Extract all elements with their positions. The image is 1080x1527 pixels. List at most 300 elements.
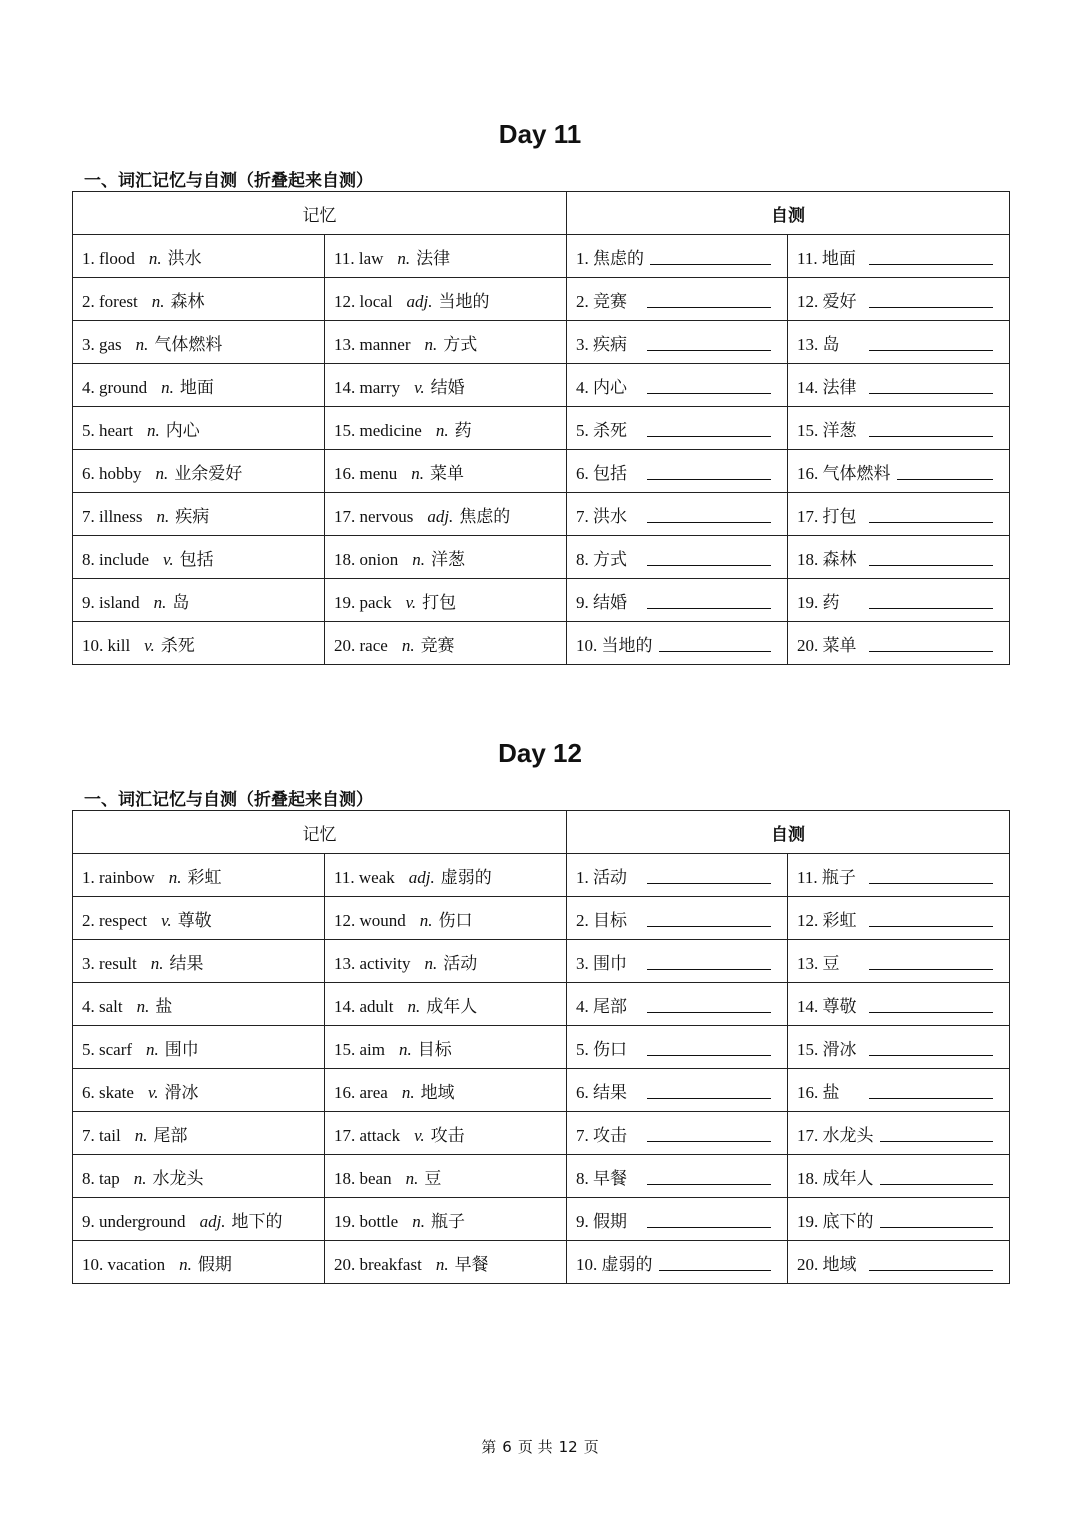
item-number: 16.: [334, 463, 356, 483]
answer-blank[interactable]: [647, 393, 771, 394]
memory-cell: [73, 940, 325, 983]
answer-blank[interactable]: [647, 608, 771, 609]
page-footer: [0, 1436, 1080, 1457]
item-number: 15.: [334, 1039, 356, 1059]
vocab-word: onion: [359, 549, 399, 569]
chinese-meaning: 方式: [443, 334, 478, 355]
vocab-word: law: [358, 248, 384, 268]
item-number: 4.: [576, 377, 589, 397]
item-number: 14.: [334, 996, 356, 1016]
memory-cell: [73, 622, 325, 665]
vocab-word: hobby: [99, 463, 142, 483]
item-number: 13.: [797, 334, 819, 354]
table-row: [73, 235, 1010, 278]
vocab-word: aim: [359, 1039, 385, 1059]
item-number: 12.: [797, 291, 819, 311]
chinese-meaning: 杀死: [160, 635, 195, 656]
chinese-meaning: 彩虹: [187, 867, 222, 888]
chinese-prompt: 水龙头: [822, 1125, 874, 1146]
footer-total-pages: 12: [558, 1438, 578, 1456]
chinese-meaning: 尾部: [153, 1125, 188, 1146]
item-number: 6.: [576, 1082, 589, 1102]
self-test-cell: [567, 1112, 788, 1155]
part-of-speech: n.: [153, 592, 167, 612]
item-number: 11.: [797, 248, 818, 268]
self-test-cell: [788, 407, 1010, 450]
item-number: 20.: [334, 635, 356, 655]
table-row: [73, 622, 1010, 665]
item-number: 18.: [334, 549, 356, 569]
vocab-word: gas: [99, 334, 122, 354]
part-of-speech: adj.: [427, 506, 454, 526]
memory-cell: [325, 1069, 567, 1112]
item-number: 11.: [334, 248, 355, 268]
part-of-speech: n.: [151, 291, 165, 311]
item-number: 5.: [82, 420, 95, 440]
answer-blank[interactable]: [880, 1141, 993, 1142]
answer-blank[interactable]: [659, 1270, 771, 1271]
self-test-cell: [788, 854, 1010, 897]
vocab-word: scarf: [99, 1039, 133, 1059]
answer-blank[interactable]: [869, 307, 993, 308]
part-of-speech: v.: [161, 910, 172, 930]
vocab-word: breakfast: [359, 1254, 422, 1274]
chinese-meaning: 地下的: [231, 1211, 283, 1232]
memory-cell: [325, 321, 567, 364]
answer-blank[interactable]: [869, 522, 993, 523]
memory-header: 记忆: [73, 192, 567, 235]
item-number: 3.: [576, 953, 589, 973]
item-number: 5.: [82, 1039, 95, 1059]
item-number: 19.: [797, 592, 819, 612]
self-test-cell: [567, 493, 788, 536]
item-number: 12.: [334, 291, 356, 311]
answer-blank[interactable]: [647, 969, 771, 970]
item-number: 15.: [797, 420, 819, 440]
chinese-prompt: 爱好: [822, 291, 857, 312]
vocab-word: nervous: [359, 506, 414, 526]
item-number: 8.: [82, 549, 95, 569]
memory-cell: [325, 364, 567, 407]
answer-blank[interactable]: [647, 1098, 771, 1099]
chinese-prompt: 滑冰: [822, 1039, 857, 1060]
footer-mid: 页 共: [517, 1438, 553, 1456]
self-test-cell: [788, 1069, 1010, 1112]
vocab-word: manner: [359, 334, 411, 354]
chinese-prompt: 豆: [822, 953, 840, 974]
item-number: 3.: [576, 334, 589, 354]
memory-cell: [73, 1155, 325, 1198]
vocab-word: forest: [99, 291, 138, 311]
answer-blank[interactable]: [869, 969, 993, 970]
self-test-cell: [567, 1026, 788, 1069]
answer-blank[interactable]: [869, 883, 993, 884]
memory-cell: [325, 407, 567, 450]
table-row: [73, 450, 1010, 493]
self-test-cell: [788, 1241, 1010, 1284]
chinese-prompt: 菜单: [822, 635, 857, 656]
memory-cell: [325, 450, 567, 493]
chinese-prompt: 结婚: [593, 592, 627, 613]
part-of-speech: n.: [401, 1082, 415, 1102]
table-row: [73, 364, 1010, 407]
part-of-speech: n.: [401, 635, 415, 655]
chinese-meaning: 森林: [170, 291, 205, 312]
self-test-cell: [788, 622, 1010, 665]
table-row: [73, 1241, 1010, 1284]
answer-blank[interactable]: [869, 926, 993, 927]
chinese-prompt: 攻击: [593, 1125, 627, 1146]
table-row: [73, 579, 1010, 622]
answer-blank[interactable]: [650, 264, 771, 265]
answer-blank[interactable]: [647, 883, 771, 884]
item-number: 14.: [334, 377, 356, 397]
vocab-word: weak: [358, 867, 395, 887]
table-row: [73, 1155, 1010, 1198]
chinese-meaning: 虚弱的: [440, 867, 492, 888]
item-number: 6.: [82, 463, 95, 483]
item-number: 6.: [576, 463, 589, 483]
part-of-speech: n.: [435, 1254, 449, 1274]
item-number: 4.: [82, 996, 95, 1016]
self-test-cell: [567, 940, 788, 983]
memory-cell: [325, 983, 567, 1026]
item-number: 14.: [797, 377, 819, 397]
vocab-word: vacation: [107, 1254, 166, 1274]
answer-blank[interactable]: [647, 926, 771, 927]
day-12-section-heading: 一、词汇记忆与自测（折叠起来自测）: [84, 790, 373, 810]
part-of-speech: n.: [179, 1254, 192, 1274]
vocab-word: respect: [99, 910, 148, 930]
chinese-prompt: 洋葱: [822, 420, 857, 441]
item-number: 16.: [797, 463, 819, 483]
item-number: 1.: [82, 867, 95, 887]
memory-cell: [325, 278, 567, 321]
self-test-cell: [788, 364, 1010, 407]
vocab-word: race: [359, 635, 388, 655]
vocab-word: adult: [359, 996, 394, 1016]
item-number: 12.: [797, 910, 819, 930]
part-of-speech: n.: [397, 248, 411, 268]
vocab-word: tap: [99, 1168, 120, 1188]
memory-cell: [325, 1026, 567, 1069]
memory-cell: [73, 897, 325, 940]
vocab-word: bottle: [359, 1211, 399, 1231]
self-test-cell: [567, 364, 788, 407]
self-test-cell: [567, 235, 788, 278]
vocab-word: kill: [107, 635, 131, 655]
part-of-speech: n.: [150, 953, 164, 973]
answer-blank[interactable]: [869, 608, 993, 609]
self-test-cell: [788, 278, 1010, 321]
item-number: 8.: [576, 1168, 589, 1188]
vocab-word: activity: [359, 953, 411, 973]
self-test-cell: [567, 622, 788, 665]
chinese-meaning: 洋葱: [430, 549, 465, 570]
table-header-row: [73, 192, 1010, 235]
answer-blank[interactable]: [869, 1098, 993, 1099]
part-of-speech: n.: [156, 506, 170, 526]
chinese-meaning: 成年人: [426, 996, 478, 1017]
table-row: [73, 854, 1010, 897]
self-test-cell: [567, 854, 788, 897]
table-row: [73, 278, 1010, 321]
table-row: [73, 407, 1010, 450]
footer-prefix: 第: [481, 1438, 497, 1456]
chinese-meaning: 竞赛: [420, 635, 455, 656]
self-test-cell: [567, 579, 788, 622]
item-number: 9.: [82, 1211, 95, 1231]
chinese-meaning: 地域: [420, 1082, 455, 1103]
item-number: 2.: [82, 910, 95, 930]
part-of-speech: n.: [407, 996, 421, 1016]
chinese-prompt: 气体燃料: [822, 463, 891, 484]
answer-blank[interactable]: [647, 1055, 771, 1056]
part-of-speech: n.: [412, 1211, 425, 1231]
part-of-speech: adj.: [408, 867, 435, 887]
chinese-prompt: 竞赛: [593, 291, 627, 312]
chinese-meaning: 攻击: [430, 1125, 465, 1146]
part-of-speech: n.: [424, 334, 438, 354]
self-test-cell: [567, 983, 788, 1026]
table-header-row: [73, 811, 1010, 854]
part-of-speech: v.: [144, 635, 155, 655]
chinese-meaning: 内心: [165, 420, 200, 441]
item-number: 2.: [576, 910, 589, 930]
table-row: [73, 536, 1010, 579]
memory-header: 记忆: [73, 811, 567, 854]
chinese-meaning: 业余爱好: [174, 463, 243, 484]
answer-blank[interactable]: [869, 350, 993, 351]
item-number: 1.: [576, 248, 589, 268]
item-number: 20.: [334, 1254, 356, 1274]
self-test-cell: [567, 278, 788, 321]
self-test-cell: [788, 1112, 1010, 1155]
chinese-meaning: 气体燃料: [154, 334, 223, 355]
part-of-speech: n.: [135, 334, 149, 354]
vocab-word: pack: [359, 592, 392, 612]
self-test-cell: [788, 450, 1010, 493]
vocab-word: ground: [99, 377, 148, 397]
vocab-word: tail: [99, 1125, 121, 1145]
item-number: 15.: [797, 1039, 819, 1059]
part-of-speech: n.: [168, 867, 182, 887]
part-of-speech: n.: [146, 1039, 159, 1059]
answer-blank[interactable]: [880, 1227, 993, 1228]
self-test-cell: [567, 536, 788, 579]
day-11-vocab-table: [72, 191, 1010, 665]
item-number: 17.: [797, 1125, 819, 1145]
table-row: [73, 1026, 1010, 1069]
day-12-title: Day 12: [498, 738, 582, 768]
vocab-word: area: [359, 1082, 388, 1102]
item-number: 9.: [576, 1211, 589, 1231]
item-number: 1.: [576, 867, 589, 887]
item-number: 17.: [334, 1125, 356, 1145]
chinese-meaning: 菜单: [430, 463, 465, 484]
self-test-cell: [788, 536, 1010, 579]
chinese-meaning: 盐: [155, 996, 173, 1017]
item-number: 19.: [334, 592, 356, 612]
self-test-cell: [788, 1198, 1010, 1241]
memory-cell: [325, 493, 567, 536]
chinese-meaning: 豆: [424, 1168, 442, 1189]
item-number: 2.: [82, 291, 95, 311]
item-number: 13.: [334, 334, 356, 354]
memory-cell: [325, 897, 567, 940]
item-number: 7.: [82, 1125, 95, 1145]
chinese-meaning: 地面: [179, 377, 214, 398]
chinese-meaning: 包括: [179, 549, 214, 570]
chinese-prompt: 盐: [822, 1082, 840, 1103]
part-of-speech: n.: [399, 1039, 412, 1059]
memory-cell: [73, 1112, 325, 1155]
memory-cell: [73, 1026, 325, 1069]
part-of-speech: v.: [147, 1082, 159, 1102]
chinese-meaning: 焦虑的: [459, 506, 511, 527]
vocab-word: include: [99, 549, 150, 569]
chinese-prompt: 药: [822, 592, 840, 613]
item-number: 4.: [576, 996, 589, 1016]
chinese-prompt: 森林: [822, 549, 857, 570]
vocab-word: heart: [99, 420, 133, 440]
item-number: 7.: [576, 506, 589, 526]
self-test-header: 自测: [567, 192, 1010, 235]
item-number: 14.: [797, 996, 819, 1016]
answer-blank[interactable]: [869, 651, 993, 652]
memory-cell: [325, 235, 567, 278]
memory-cell: [73, 1241, 325, 1284]
part-of-speech: n.: [435, 420, 449, 440]
self-test-cell: [788, 235, 1010, 278]
answer-blank[interactable]: [869, 264, 993, 265]
chinese-prompt: 打包: [822, 506, 857, 527]
answer-blank[interactable]: [647, 1227, 771, 1228]
part-of-speech: v.: [163, 549, 174, 569]
answer-blank[interactable]: [647, 436, 771, 437]
chinese-meaning: 尊敬: [177, 910, 212, 931]
answer-blank[interactable]: [647, 522, 771, 523]
chinese-prompt: 假期: [593, 1211, 627, 1232]
item-number: 18.: [797, 1168, 819, 1188]
part-of-speech: n.: [136, 996, 150, 1016]
vocab-word: menu: [359, 463, 398, 483]
memory-cell: [325, 940, 567, 983]
item-number: 7.: [82, 506, 95, 526]
vocab-word: bean: [359, 1168, 392, 1188]
chinese-prompt: 结果: [593, 1082, 627, 1103]
self-test-cell: [567, 1198, 788, 1241]
chinese-prompt: 成年人: [822, 1168, 874, 1189]
chinese-meaning: 瓶子: [430, 1211, 465, 1232]
part-of-speech: n.: [155, 463, 169, 483]
chinese-meaning: 结果: [169, 953, 204, 974]
answer-blank[interactable]: [647, 565, 771, 566]
chinese-prompt: 焦虑的: [593, 248, 644, 269]
item-number: 8.: [576, 549, 589, 569]
item-number: 16.: [334, 1082, 356, 1102]
chinese-meaning: 法律: [416, 248, 451, 269]
item-number: 16.: [797, 1082, 819, 1102]
answer-blank[interactable]: [647, 479, 771, 480]
answer-blank[interactable]: [869, 393, 993, 394]
vocab-word: local: [359, 291, 393, 311]
item-number: 8.: [82, 1168, 95, 1188]
vocab-word: flood: [99, 248, 135, 268]
chinese-meaning: 洪水: [167, 248, 202, 269]
memory-cell: [73, 983, 325, 1026]
vocab-word: wound: [359, 910, 406, 930]
self-test-header: 自测: [567, 811, 1010, 854]
chinese-meaning: 活动: [443, 953, 478, 974]
vocab-word: island: [99, 592, 140, 612]
memory-cell: [73, 278, 325, 321]
footer-suffix: 页: [583, 1438, 599, 1456]
vocab-word: salt: [99, 996, 123, 1016]
memory-cell: [325, 1198, 567, 1241]
part-of-speech: adj.: [406, 291, 433, 311]
chinese-meaning: 当地的: [438, 291, 490, 312]
vocab-word: illness: [99, 506, 143, 526]
memory-cell: [73, 364, 325, 407]
item-number: 11.: [334, 867, 355, 887]
item-number: 6.: [82, 1082, 95, 1102]
answer-blank[interactable]: [659, 651, 771, 652]
item-number: 17.: [334, 506, 356, 526]
answer-blank[interactable]: [869, 1270, 993, 1271]
answer-blank[interactable]: [647, 307, 771, 308]
item-number: 3.: [82, 953, 95, 973]
answer-blank[interactable]: [869, 1055, 993, 1056]
item-number: 13.: [797, 953, 819, 973]
self-test-cell: [567, 321, 788, 364]
self-test-cell: [567, 897, 788, 940]
answer-blank[interactable]: [897, 479, 993, 480]
answer-blank[interactable]: [647, 1184, 771, 1185]
answer-blank[interactable]: [869, 565, 993, 566]
memory-cell: [325, 1155, 567, 1198]
item-number: 9.: [82, 592, 95, 612]
answer-blank[interactable]: [647, 1012, 771, 1013]
item-number: 10.: [82, 635, 104, 655]
memory-cell: [73, 579, 325, 622]
part-of-speech: v.: [414, 1125, 425, 1145]
self-test-cell: [788, 579, 1010, 622]
day-11-title: Day 11: [498, 119, 582, 149]
answer-blank[interactable]: [869, 1012, 993, 1013]
memory-cell: [73, 450, 325, 493]
item-number: 15.: [334, 420, 356, 440]
answer-blank[interactable]: [647, 1141, 771, 1142]
memory-cell: [73, 407, 325, 450]
item-number: 19.: [797, 1211, 819, 1231]
item-number: 20.: [797, 635, 819, 655]
part-of-speech: adj.: [199, 1211, 226, 1231]
self-test-cell: [788, 1155, 1010, 1198]
memory-cell: [73, 235, 325, 278]
part-of-speech: v.: [405, 592, 417, 612]
answer-blank[interactable]: [880, 1184, 993, 1185]
memory-cell: [73, 1198, 325, 1241]
item-number: 19.: [334, 1211, 356, 1231]
self-test-cell: [567, 1241, 788, 1284]
memory-cell: [325, 1241, 567, 1284]
chinese-prompt: 虚弱的: [601, 1254, 653, 1275]
chinese-prompt: 内心: [593, 377, 627, 398]
answer-blank[interactable]: [647, 350, 771, 351]
vocab-word: attack: [359, 1125, 401, 1145]
answer-blank[interactable]: [869, 436, 993, 437]
